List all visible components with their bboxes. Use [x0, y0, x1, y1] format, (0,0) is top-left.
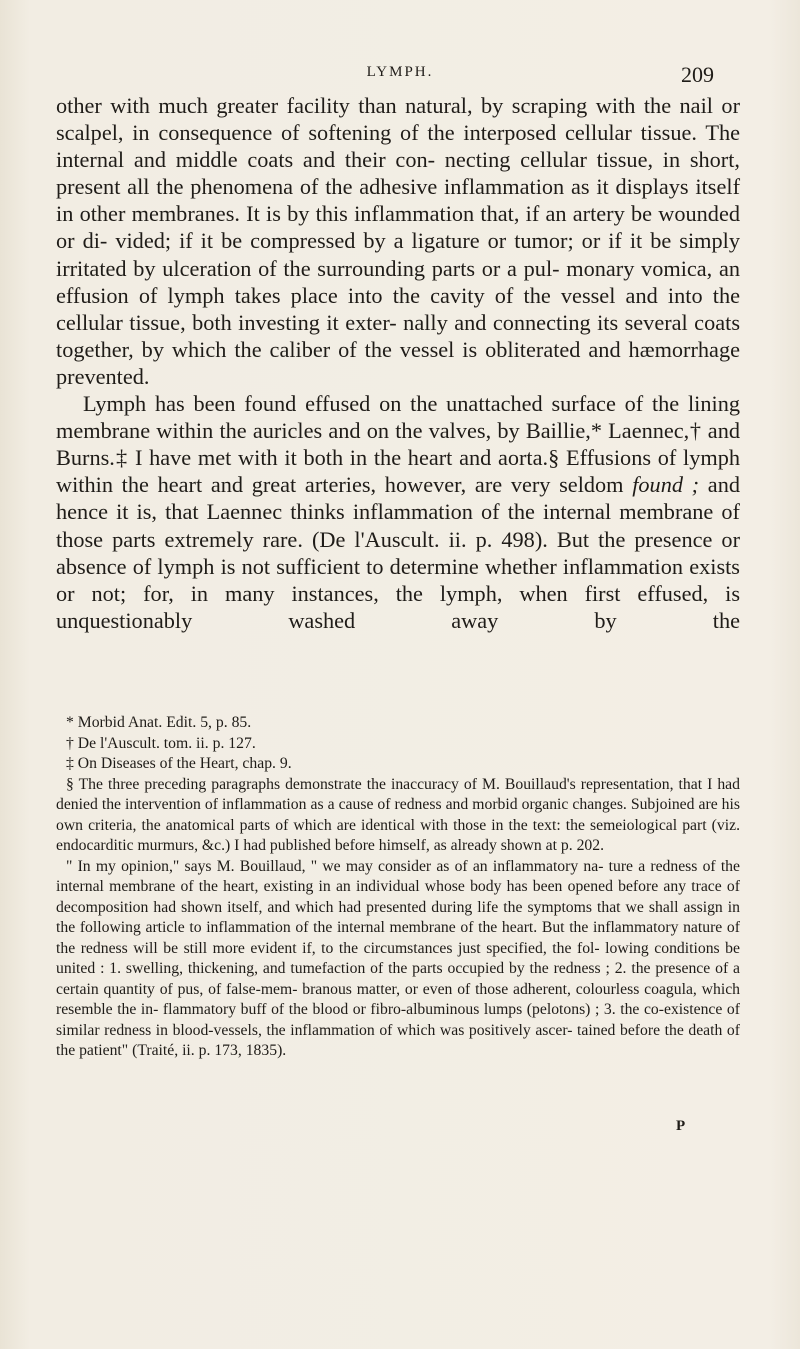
paragraph-1: other with much greater facility than natural, by scraping with the nail or scalpel, in consequence of softening of the interposed cellular tissue. The internal and middle coats and their con- necting cellular tissue, in short, present all the phenomena of the adhesive inflammation as it displays itself in other membranes. It is by this inflammation that, if an artery be wounded or di- vided; if it be compressed by a ligature or tumor; or if it be simply irritated by ulceration of the surrounding parts or a pul- monary vomica, an effusion of lymph takes place into the cavity of the vessel and into the cellular tissue, both investing it exter- nally and connecting its several coats together, by which the caliber of the vessel is obliterated and hæmorrhage prevented.: [56, 93, 740, 389]
footnote-1: * Morbid Anat. Edit. 5, p. 85.: [66, 714, 252, 731]
running-title: LYMPH.: [366, 64, 434, 80]
footnote-5: " In my opinion," says M. Bouillaud, " we may consider as of an inflammatory na- ture a redness of the internal membrane of the heart, existing in an individual whose body has been opened before any trace of decomposition had shown itself, and which had presented during life the symptoms that we shall assign in the following article to inflammation of the internal membrane of the heart. But the inflammatory nature of the redness will be still more evident if, to the circumstances just specified, the fol- lowing conditions be united : 1. swelling, thickening, and tumefaction of the parts occupied by the redness ; 2. the presence of a certain quantity of pus, of false-mem- branous matter, or even of those adherent, colourless coagula, which resemble the in- flammatory buff of the blood or fibro-albuminous lumps (pelotons) ; 3. the co-existence of similar redness in blood-vessels, the inflammation of which was positively ascer- tained before the death of the patient" (Traité, ii. p. 173, 1835).: [56, 857, 740, 1059]
page-header: [0, 62, 800, 92]
signature-mark: P: [676, 1118, 686, 1134]
body-text: [56, 92, 740, 634]
paragraph-2: [56, 390, 740, 634]
footnotes: [56, 713, 740, 1062]
footnote-2: † De l'Auscult. tom. ii. p. 127.: [66, 734, 256, 752]
emphasis-found: found ;: [632, 472, 700, 498]
paragraph-2-part-b: and hence it is, that Laennec thinks inflammation of the internal membrane of those parts extremely rare. (De l'Auscult. ii. p. 498). But the presence or absence of lymph is not sufficient to determine whether inflammation exists or not; for, in many instances, the lymph, when first effused, is unquestionably washed away by the: [56, 472, 740, 633]
footnote-3: ‡ On Diseases of the Heart, chap. 9.: [66, 755, 292, 772]
paragraph-2-part-a: Lymph has been found effused on the unattached surface of the lining membrane within the auricles and on the valves, by Baillie,* Laennec,† and Burns.‡ I have met with it both in the heart and aorta.§ Effusions of lymph within the heart and great arteries, however, are very seldom: [56, 391, 740, 498]
footnote-4: § The three preceding paragraphs demonstrate the inaccuracy of M. Bouillaud's representation, that I had denied the intervention of inflammation as a cause of redness and morbid organic changes. Subjoined are his own criteria, the anatomical parts of which are identical with those in the text: the semeiological part (viz. endocarditic murmurs, &c.) I had published before himself, as already shown at p. 202.: [56, 775, 740, 854]
page-number: 209: [681, 62, 714, 87]
